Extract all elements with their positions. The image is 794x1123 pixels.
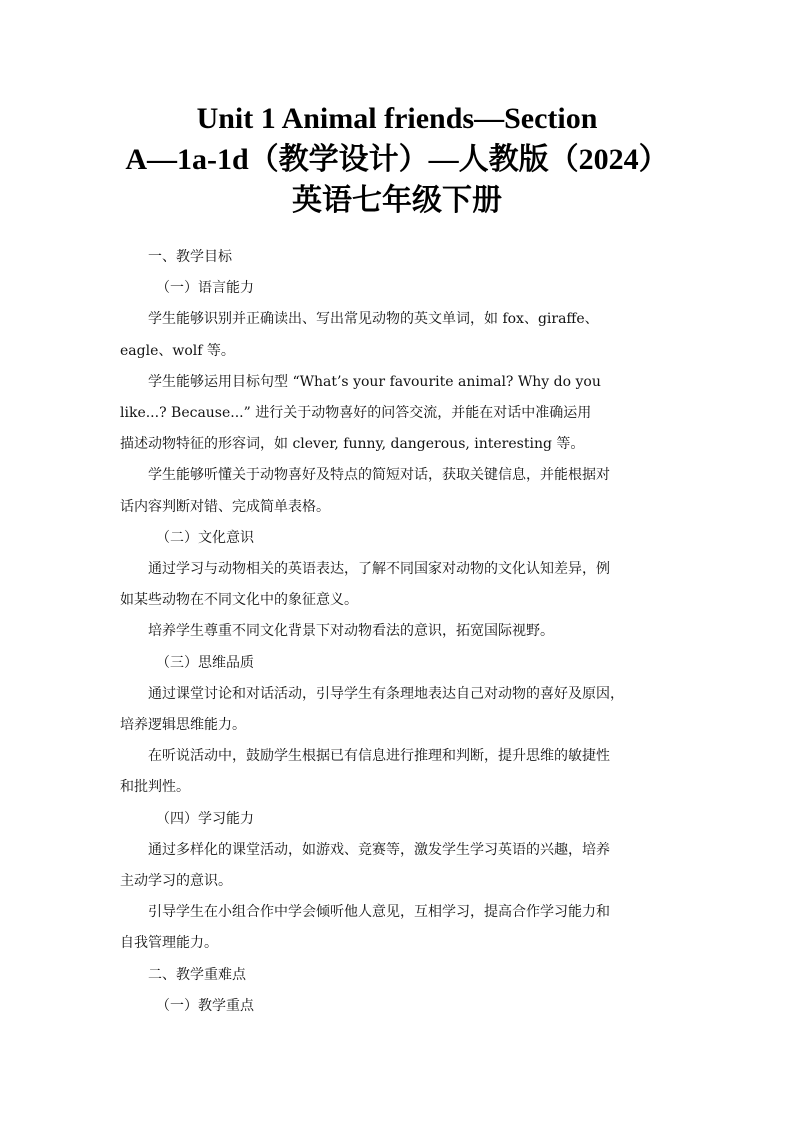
paragraph-line: （一）语言能力: [156, 280, 254, 297]
document-body: [120, 242, 680, 1022]
body-paragraph: [120, 554, 680, 616]
paragraph-line: 培养逻辑思维能力。: [120, 717, 246, 734]
paragraph-line: 学生能够听懂关于动物喜好及特点的简短对话，获取关键信息，并能根据对: [148, 467, 610, 484]
paragraph-line: 在听说活动中，鼓励学生根据已有信息进行推理和判断，提升思维的敏捷性: [148, 748, 610, 765]
body-paragraph: [120, 616, 680, 647]
subsection-heading: [120, 273, 680, 304]
body-paragraph: [120, 897, 680, 959]
paragraph-line: like...? Because...” 进行关于动物喜好的问答交流，并能在对话中准确运用: [120, 405, 592, 422]
paragraph-line: 自我管理能力。: [120, 935, 218, 952]
body-paragraph: [120, 460, 680, 522]
paragraph-line: 话内容判断对错、完成简单表格。: [120, 498, 330, 515]
paragraph-line: 描述动物特征的形容词，如 clever, funny, dangerous, interesting 等。: [120, 436, 585, 453]
body-paragraph: [120, 741, 680, 803]
paragraph-line: （二）文化意识: [156, 529, 254, 546]
paragraph-line: （一）教学重点: [156, 997, 254, 1014]
paragraph-line: 学生能够识别并正确读出、写出常见动物的英文单词，如 fox、giraffe、: [148, 311, 599, 328]
paragraph-line: 通过多样化的课堂活动，如游戏、竞赛等，激发学生学习英语的兴趣，培养: [148, 841, 610, 858]
section-heading: [120, 242, 680, 273]
subsection-heading: [120, 804, 680, 835]
paragraph-line: 培养学生尊重不同文化背景下对动物看法的意识，拓宽国际视野。: [148, 623, 554, 640]
subsection-heading: [120, 523, 680, 554]
paragraph-line: 二、教学重难点: [148, 966, 246, 983]
document-title: [60, 98, 734, 221]
paragraph-line: 通过课堂讨论和对话活动，引导学生有条理地表达自己对动物的喜好及原因，: [148, 685, 624, 702]
title-line-2: A—1a-1d（教学设计）—人教版（2024）: [125, 143, 669, 176]
section-heading: [120, 960, 680, 991]
paragraph-line: 通过学习与动物相关的英语表达，了解不同国家对动物的文化认知差异，例: [148, 561, 610, 578]
subsection-heading: [120, 648, 680, 679]
paragraph-line: eagle、wolf 等。: [120, 342, 235, 359]
paragraph-line: 和批判性。: [120, 779, 190, 796]
body-paragraph: [120, 835, 680, 897]
body-paragraph: [120, 679, 680, 741]
title-line-1: Unit 1 Animal friends—Section: [196, 102, 598, 135]
body-paragraph: [120, 367, 680, 461]
paragraph-line: 一、教学目标: [148, 249, 232, 265]
title-line-3: 英语七年级下册: [292, 184, 502, 217]
paragraph-line: （三）思维品质: [156, 654, 254, 671]
paragraph-line: 主动学习的意识。: [120, 873, 232, 890]
paragraph-line: 学生能够运用目标句型 “What’s your favourite animal? Why do you: [148, 373, 601, 390]
paragraph-line: 如某些动物在不同文化中的象征意义。: [120, 592, 358, 609]
subsection-heading: [120, 991, 680, 1022]
body-paragraph: [120, 304, 680, 366]
paragraph-line: 引导学生在小组合作中学会倾听他人意见，互相学习，提高合作学习能力和: [148, 904, 610, 921]
paragraph-line: （四）学习能力: [156, 810, 254, 827]
